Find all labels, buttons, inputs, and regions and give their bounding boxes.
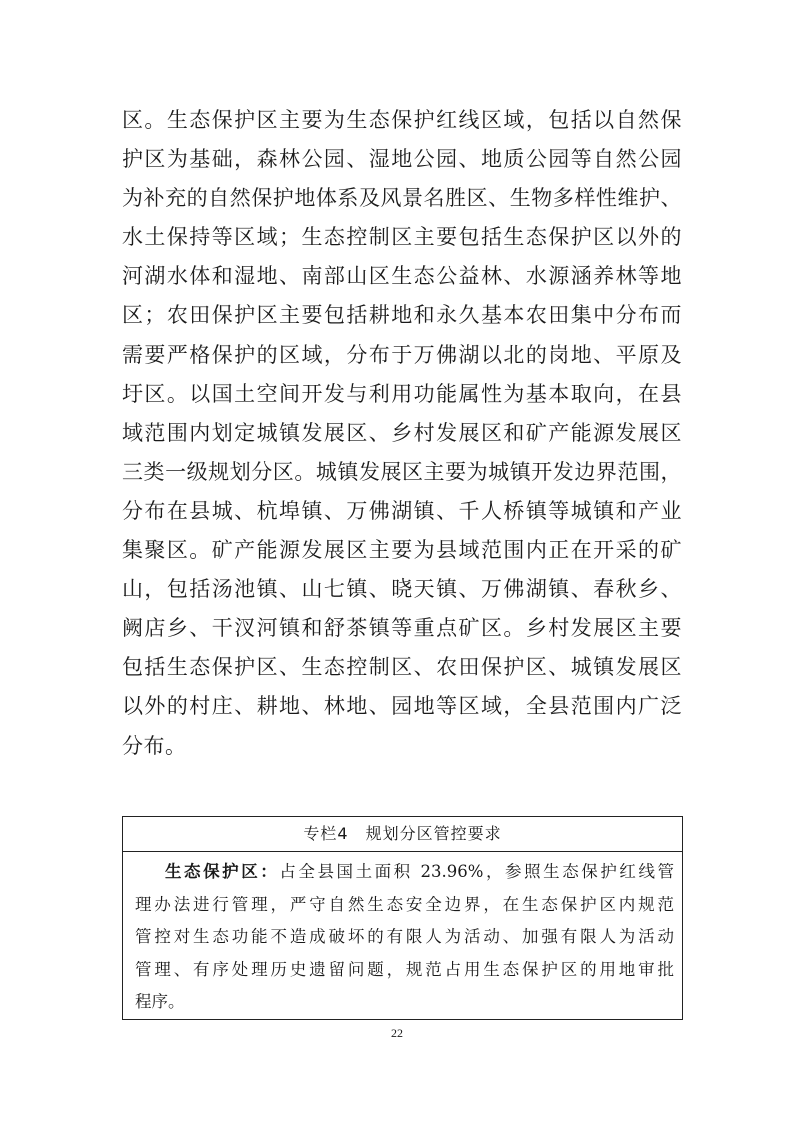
body-line: 区；农田保护区主要包括耕地和永久基本农田集中分布而 xyxy=(122,303,682,328)
box-lead-line xyxy=(135,856,674,889)
box-line: 管理、有序处理历史遗留问题，规范占用生态保护区的用地审批 xyxy=(135,959,674,979)
body-line: 阙店乡、干汊河镇和舒茶镇等重点矿区。乡村发展区主要 xyxy=(122,616,682,641)
body-line: 河湖水体和湿地、南部山区生态公益林、水源涵养林等地 xyxy=(122,264,682,289)
box-title: 专栏4 规划分区管控要求 xyxy=(123,817,682,852)
box-line: 程序。 xyxy=(135,992,185,1011)
body-line: 集聚区。矿产能源发展区主要为县域范围内正在开采的矿 xyxy=(122,538,682,563)
body-text xyxy=(122,101,682,766)
box-line: 理办法进行管理，严守自然生态安全边界，在生态保护区内规范 xyxy=(135,894,674,914)
box-line: 管控对生态功能不造成破坏的有限人为活动、加强有限人为活动 xyxy=(135,927,674,946)
body-line: 水土保持等区域；生态控制区主要包括生态保护区以外的 xyxy=(122,225,682,250)
body-line: 护区为基础，森林公园、湿地公园、地质公园等自然公园 xyxy=(122,147,682,172)
body-line: 包括生态保护区、生态控制区、农田保护区、城镇发展区 xyxy=(122,655,682,680)
body-line: 三类一级规划分区。城镇发展区主要为城镇开发边界范围， xyxy=(122,459,682,484)
body-line: 分布在县城、杭埠镇、万佛湖镇、千人桥镇等城镇和产业 xyxy=(122,498,682,523)
body-line: 山，包括汤池镇、山七镇、晓天镇、万佛湖镇、春秋乡、 xyxy=(122,577,682,602)
body-line: 以外的村庄、耕地、林地、园地等区域，全县范围内广泛 xyxy=(122,694,682,719)
body-line: 域范围内划定城镇发展区、乡村发展区和矿产能源发展区 xyxy=(122,420,682,445)
body-line: 为补充的自然保护地体系及风景名胜区、生物多样性维护、 xyxy=(122,186,682,211)
body-line: 需要严格保护的区域，分布于万佛湖以北的岗地、平原及 xyxy=(122,342,682,367)
special-column-box xyxy=(122,816,683,1020)
box-lead-text: 占全县国土面积 23.96%，参照生态保护红线管 xyxy=(279,862,674,881)
box-lead-term: 生态保护区： xyxy=(165,862,280,881)
body-line: 区。生态保护区主要为生态保护红线区域，包括以自然保 xyxy=(122,108,682,132)
body-line: 分布。 xyxy=(122,733,187,758)
box-body xyxy=(123,852,682,1019)
page-number: 22 xyxy=(391,1026,403,1040)
body-line: 圩区。以国土空间开发与利用功能属性为基本取向，在县 xyxy=(122,381,682,406)
